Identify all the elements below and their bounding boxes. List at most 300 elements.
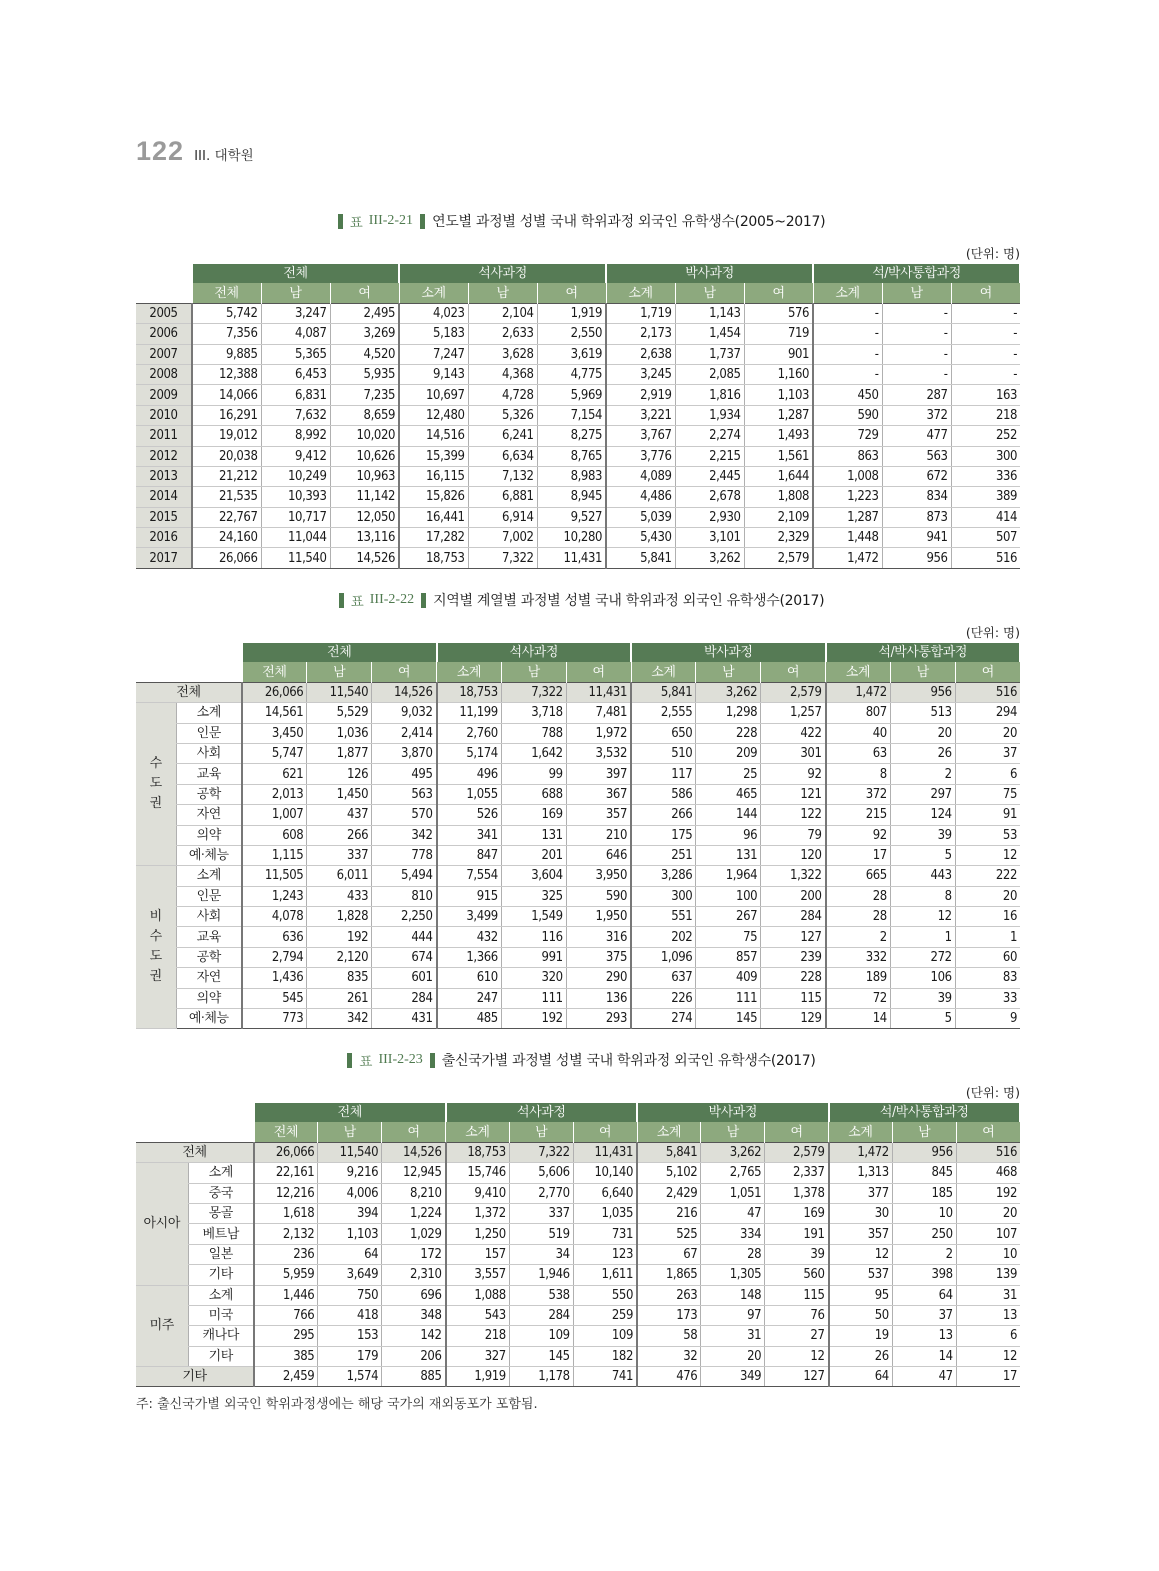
table-cell: 1,178 <box>509 1367 573 1387</box>
table-cell: 431 <box>372 1009 437 1029</box>
table-cell: 601 <box>372 968 437 988</box>
table-cell: 1,103 <box>744 385 813 405</box>
table-cell: 251 <box>631 845 696 865</box>
table-cell: 1,877 <box>307 743 372 763</box>
table-cell: 131 <box>501 825 566 845</box>
table-cell: 1,305 <box>701 1265 765 1285</box>
sub-header: 여 <box>744 283 813 303</box>
table-cell: 1,088 <box>446 1285 510 1305</box>
table-row <box>136 385 1020 405</box>
row-label: 소계 <box>188 1285 254 1305</box>
table-cell: 1,446 <box>254 1285 318 1305</box>
table-row <box>136 303 1020 323</box>
table-cell: 14,516 <box>399 426 468 446</box>
table-cell: 263 <box>637 1285 701 1305</box>
table-cell: 550 <box>573 1285 637 1305</box>
table-cell: 11,505 <box>242 866 307 886</box>
table-cell: 3,262 <box>696 682 761 702</box>
table-cell: 341 <box>437 825 502 845</box>
table-cell: 2,579 <box>761 682 826 702</box>
table-cell: 608 <box>242 825 307 845</box>
table-cell: 215 <box>826 805 891 825</box>
table-cell: 1,448 <box>813 528 882 548</box>
table-cell: 513 <box>890 703 955 723</box>
table-cell: 807 <box>826 703 891 723</box>
table-cell: 375 <box>566 947 631 967</box>
table-cell: 2,495 <box>330 303 399 323</box>
table-cell: 201 <box>501 845 566 865</box>
table-cell: 2,085 <box>675 364 744 384</box>
table-cell: 12 <box>765 1346 829 1366</box>
table-cell: 14,561 <box>242 703 307 723</box>
table-cell: 4,775 <box>537 364 606 384</box>
table-cell: 20 <box>956 1203 1020 1223</box>
table-cell: 443 <box>890 866 955 886</box>
table-cell: 21,212 <box>192 466 261 486</box>
table-cell: 14,066 <box>192 385 261 405</box>
table-cell: 20 <box>890 723 955 743</box>
table-cell: 835 <box>307 968 372 988</box>
table-cell: 218 <box>951 405 1020 425</box>
table-cell: 226 <box>631 988 696 1008</box>
table-row <box>136 845 1020 865</box>
table-cell: 3,262 <box>701 1142 765 1162</box>
table-cell: 510 <box>631 743 696 763</box>
row-label: 소계 <box>188 1163 254 1183</box>
table-cell: 2,274 <box>675 426 744 446</box>
table-cell: 1,298 <box>696 703 761 723</box>
corner-cell <box>136 283 192 303</box>
table-cell: 16,115 <box>399 466 468 486</box>
table-cell: 3,628 <box>468 344 537 364</box>
table-cell: 91 <box>955 805 1020 825</box>
table-cell: 3,604 <box>501 866 566 886</box>
table-cell: 179 <box>318 1346 382 1366</box>
table-cell: 1,287 <box>813 507 882 527</box>
group-header: 박사과정 <box>606 264 813 283</box>
row-label: 몽골 <box>188 1203 254 1223</box>
group-label-text: 비 수 도 권 <box>149 909 162 985</box>
table-cell: 8,983 <box>537 466 606 486</box>
caption-number: III-2-23 <box>378 1052 423 1067</box>
corner-cell <box>136 662 242 682</box>
unit-label-2: (단위: 명) <box>965 625 1020 640</box>
table-cell: 239 <box>761 947 826 967</box>
table-cell: 202 <box>631 927 696 947</box>
table-cell: 127 <box>765 1367 829 1387</box>
table-cell: 2,760 <box>437 723 502 743</box>
table-cell: 1,493 <box>744 426 813 446</box>
table-cell: 172 <box>382 1244 446 1264</box>
table-cell: 495 <box>372 764 437 784</box>
table-cell: 5,529 <box>307 703 372 723</box>
row-label: 2010 <box>136 405 192 425</box>
table-cell: 3,221 <box>606 405 675 425</box>
table-cell: 437 <box>307 805 372 825</box>
table-cell: 287 <box>882 385 951 405</box>
group-header: 석사과정 <box>446 1103 638 1122</box>
table-cell: 16,441 <box>399 507 468 527</box>
table-cell: 5,183 <box>399 324 468 344</box>
table-cell: 26,066 <box>254 1142 318 1162</box>
table-cell: 2,638 <box>606 344 675 364</box>
table-cell: 28 <box>826 907 891 927</box>
table-cell: 719 <box>744 324 813 344</box>
table-cell: 7,632 <box>261 405 330 425</box>
table-cell: 915 <box>437 886 502 906</box>
table-cell: 2,429 <box>637 1183 701 1203</box>
table-cell: 637 <box>631 968 696 988</box>
table-cell: 131 <box>696 845 761 865</box>
table-row <box>136 507 1020 527</box>
table-cell: 12 <box>829 1244 893 1264</box>
table-cell: 1 <box>890 927 955 947</box>
table-cell: 1,972 <box>566 723 631 743</box>
table-cell: 284 <box>761 907 826 927</box>
table-cell: 11,044 <box>261 528 330 548</box>
table-cell: 414 <box>951 507 1020 527</box>
table-cell: 92 <box>826 825 891 845</box>
table-cell: - <box>882 324 951 344</box>
row-label: 의약 <box>176 988 242 1008</box>
table-cell: 4,728 <box>468 385 537 405</box>
table-cell: 398 <box>892 1265 956 1285</box>
table-cell: 1,450 <box>307 784 372 804</box>
row-label: 기타 <box>136 1367 254 1387</box>
table-cell: 5,606 <box>509 1163 573 1183</box>
table-cell: 8 <box>890 886 955 906</box>
table-cell: 563 <box>882 446 951 466</box>
table-cell: - <box>951 303 1020 323</box>
group-header: 박사과정 <box>637 1103 829 1122</box>
table-cell: 252 <box>951 426 1020 446</box>
table-cell: 1,322 <box>761 866 826 886</box>
table-cell: 1,250 <box>446 1224 510 1244</box>
table-cell: 1,007 <box>242 805 307 825</box>
table-cell: 30 <box>829 1203 893 1223</box>
table-cell: 9,032 <box>372 703 437 723</box>
sub-header-row <box>136 1122 1020 1142</box>
table-cell: 300 <box>951 446 1020 466</box>
table-cell: 3,557 <box>446 1265 510 1285</box>
table-cell: 6,831 <box>261 385 330 405</box>
table-cell: 25 <box>696 764 761 784</box>
table-cell: 20 <box>955 723 1020 743</box>
table-cell: 433 <box>307 886 372 906</box>
table-row <box>136 426 1020 446</box>
table-cell: 5,969 <box>537 385 606 405</box>
table-cell: 885 <box>382 1367 446 1387</box>
table-cell: 95 <box>829 1285 893 1305</box>
row-label: 캐나다 <box>188 1326 254 1346</box>
table-cell: 2,765 <box>701 1163 765 1183</box>
table-cell: 26,066 <box>192 548 261 568</box>
table-cell: 250 <box>892 1224 956 1244</box>
table-cell: 218 <box>446 1326 510 1346</box>
table-cell: - <box>882 303 951 323</box>
group-header: 박사과정 <box>631 643 826 662</box>
table-cell: 16 <box>955 907 1020 927</box>
sub-header: 여 <box>573 1122 637 1142</box>
group-label <box>136 1163 188 1285</box>
sub-header: 소계 <box>826 662 891 682</box>
table-cell: 6,241 <box>468 426 537 446</box>
table-cell: 9,410 <box>446 1183 510 1203</box>
table-cell: 7,154 <box>537 405 606 425</box>
table-cell: 696 <box>382 1285 446 1305</box>
sub-header: 남 <box>509 1122 573 1142</box>
table-cell: 3,532 <box>566 743 631 763</box>
table-row <box>136 743 1020 763</box>
table-cell: 5 <box>890 1009 955 1029</box>
table-cell: 37 <box>955 743 1020 763</box>
sub-header-row <box>136 662 1020 682</box>
table-by-year <box>136 264 1021 569</box>
table-cell: 1,816 <box>675 385 744 405</box>
table-cell: 10,626 <box>330 446 399 466</box>
row-label: 의약 <box>176 825 242 845</box>
sub-header: 소계 <box>446 1122 510 1142</box>
table-cell: 5,841 <box>637 1142 701 1162</box>
table-cell: 674 <box>372 947 437 967</box>
table-cell: 259 <box>573 1305 637 1325</box>
table-row <box>136 968 1020 988</box>
table-cell: 1,008 <box>813 466 882 486</box>
group-header-row <box>136 1103 1020 1122</box>
row-label: 사회 <box>176 907 242 927</box>
table-cell: 646 <box>566 845 631 865</box>
table-cell: 32 <box>637 1346 701 1366</box>
table-cell: 200 <box>761 886 826 906</box>
table-cell: 267 <box>696 907 761 927</box>
table-cell: 5,174 <box>437 743 502 763</box>
table-cell: 300 <box>631 886 696 906</box>
table-cell: 636 <box>242 927 307 947</box>
table-cell: 4,520 <box>330 344 399 364</box>
row-label: 기타 <box>188 1346 254 1366</box>
corner-cell <box>136 1122 254 1142</box>
table-cell: 337 <box>509 1203 573 1223</box>
table-cell: 173 <box>637 1305 701 1325</box>
table-cell: 519 <box>509 1224 573 1244</box>
sub-header: 남 <box>701 1122 765 1142</box>
table-cell: 11,431 <box>537 548 606 568</box>
table-cell: 13 <box>892 1326 956 1346</box>
table-cell: 247 <box>437 988 502 1008</box>
total-row <box>136 1142 1020 1162</box>
table-cell: 22,161 <box>254 1163 318 1183</box>
table-cell: 63 <box>826 743 891 763</box>
table-cell: 1,378 <box>765 1183 829 1203</box>
table-cell: 1,257 <box>761 703 826 723</box>
table-cell: 10,963 <box>330 466 399 486</box>
table-cell: 12,050 <box>330 507 399 527</box>
table-cell: 349 <box>701 1367 765 1387</box>
table-cell: 109 <box>573 1326 637 1346</box>
table-caption-3 <box>136 1049 1020 1071</box>
table-cell: - <box>813 364 882 384</box>
table-cell: 92 <box>761 764 826 784</box>
group-label <box>136 703 176 866</box>
table-cell: 956 <box>892 1142 956 1162</box>
table-cell: 2,459 <box>254 1367 318 1387</box>
table-cell: 3,101 <box>675 528 744 548</box>
table-cell: 766 <box>254 1305 318 1325</box>
group-label-text: 아시아 <box>143 1215 180 1231</box>
table-cell: 21,535 <box>192 487 261 507</box>
group-header: 석/박사통합과정 <box>813 264 1020 283</box>
table-cell: 236 <box>254 1244 318 1264</box>
table-cell: 111 <box>501 988 566 1008</box>
table-cell: 610 <box>437 968 502 988</box>
table-cell: 397 <box>566 764 631 784</box>
table-cell: 17 <box>956 1367 1020 1387</box>
table-cell: - <box>951 344 1020 364</box>
table-cell: 1,644 <box>744 466 813 486</box>
table-cell: 372 <box>826 784 891 804</box>
table-cell: 120 <box>761 845 826 865</box>
table-caption-2 <box>136 589 1020 611</box>
table-cell: 8,275 <box>537 426 606 446</box>
table-cell: 432 <box>437 927 502 947</box>
table-cell: 778 <box>372 845 437 865</box>
table-cell: 1,372 <box>446 1203 510 1223</box>
table-cell: 10,717 <box>261 507 330 527</box>
table-cell: 117 <box>631 764 696 784</box>
table-row <box>136 907 1020 927</box>
row-label: 교육 <box>176 927 242 947</box>
table-cell: 342 <box>307 1009 372 1029</box>
table-cell: 8,765 <box>537 446 606 466</box>
table-cell: 19 <box>829 1326 893 1346</box>
table-row <box>136 548 1020 568</box>
row-label: 2013 <box>136 466 192 486</box>
table-cell: 107 <box>956 1224 1020 1244</box>
table-cell: 4,006 <box>318 1183 382 1203</box>
table-cell: 1,964 <box>696 866 761 886</box>
sub-header: 여 <box>330 283 399 303</box>
table-cell: 3,245 <box>606 364 675 384</box>
group-header: 전체 <box>242 643 437 662</box>
table-cell: 2,310 <box>382 1265 446 1285</box>
table-cell: 100 <box>696 886 761 906</box>
table-cell: 1,224 <box>382 1203 446 1223</box>
table-cell: 485 <box>437 1009 502 1029</box>
table-cell: 5,747 <box>242 743 307 763</box>
table-cell: 20 <box>955 886 1020 906</box>
table-cell: 516 <box>956 1142 1020 1162</box>
table-cell: 111 <box>696 988 761 1008</box>
table-cell: 216 <box>637 1203 701 1223</box>
page-header <box>136 136 254 170</box>
table-cell: 4,368 <box>468 364 537 384</box>
table-cell: 15,826 <box>399 487 468 507</box>
table-cell: 228 <box>696 723 761 743</box>
table-cell: 525 <box>637 1224 701 1244</box>
table-cell: 75 <box>696 927 761 947</box>
table-cell: 1,029 <box>382 1224 446 1244</box>
table-cell: 261 <box>307 988 372 1008</box>
sub-header: 남 <box>318 1122 382 1142</box>
table-cell: 731 <box>573 1224 637 1244</box>
table-cell: 12,388 <box>192 364 261 384</box>
caption-bar-icon <box>421 593 426 608</box>
table-cell: 357 <box>566 805 631 825</box>
table-cell: 185 <box>892 1183 956 1203</box>
table-cell: 169 <box>501 805 566 825</box>
table-cell: 2,678 <box>675 487 744 507</box>
table-cell: 9,885 <box>192 344 261 364</box>
row-label: 일본 <box>188 1244 254 1264</box>
table-cell: 37 <box>892 1305 956 1325</box>
table-cell: 4,089 <box>606 466 675 486</box>
table-cell: 1,642 <box>501 743 566 763</box>
table-cell: 39 <box>890 825 955 845</box>
table-cell: 3,950 <box>566 866 631 886</box>
table-cell: 145 <box>696 1009 761 1029</box>
table-cell: 394 <box>318 1203 382 1223</box>
row-label: 기타 <box>188 1265 254 1285</box>
row-label: 소계 <box>176 703 242 723</box>
table-cell: 12,216 <box>254 1183 318 1203</box>
table-cell: 1,436 <box>242 968 307 988</box>
table-cell: 8,210 <box>382 1183 446 1203</box>
table-row <box>136 805 1020 825</box>
table-row <box>136 344 1020 364</box>
table-cell: 334 <box>701 1224 765 1244</box>
table-cell: 5,430 <box>606 528 675 548</box>
table-row <box>136 1326 1020 1346</box>
table-cell: 465 <box>696 784 761 804</box>
table-row <box>136 405 1020 425</box>
table-cell: 3,767 <box>606 426 675 446</box>
table-cell: 3,619 <box>537 344 606 364</box>
table-cell: 301 <box>761 743 826 763</box>
table-cell: 5,841 <box>606 548 675 568</box>
table-cell: 11,540 <box>318 1142 382 1162</box>
table-cell: 342 <box>372 825 437 845</box>
table-cell: 10,249 <box>261 466 330 486</box>
table-cell: 389 <box>951 487 1020 507</box>
table-cell: 1,143 <box>675 303 744 323</box>
table-cell: 2,013 <box>242 784 307 804</box>
table-cell: 33 <box>955 988 1020 1008</box>
table-cell: 2 <box>890 764 955 784</box>
table-cell: 115 <box>765 1285 829 1305</box>
table-cell: 385 <box>254 1346 318 1366</box>
caption-title: 출신국가별 과정별 성별 국내 학위과정 외국인 유학생수(2017) <box>441 1053 816 1069</box>
table-cell: 1,366 <box>437 947 502 967</box>
sub-header: 전체 <box>254 1122 318 1142</box>
table-cell: 3,262 <box>675 548 744 568</box>
table-cell: 1,096 <box>631 947 696 967</box>
table-cell: 15,746 <box>446 1163 510 1183</box>
table-cell: 5,365 <box>261 344 330 364</box>
table-cell: 1,561 <box>744 446 813 466</box>
table-cell: 7,322 <box>501 682 566 702</box>
table-cell: 1,549 <box>501 907 566 927</box>
table-cell: - <box>882 344 951 364</box>
page-number: 122 <box>136 136 185 166</box>
table-cell: 7,481 <box>566 703 631 723</box>
group-label-text: 수 도 권 <box>149 756 162 812</box>
table-cell: 139 <box>956 1265 1020 1285</box>
table-cell: 121 <box>761 784 826 804</box>
caption-number: III-2-22 <box>369 592 415 607</box>
table-cell: 7,002 <box>468 528 537 548</box>
table-cell: 956 <box>882 548 951 568</box>
table-cell: 327 <box>446 1346 510 1366</box>
